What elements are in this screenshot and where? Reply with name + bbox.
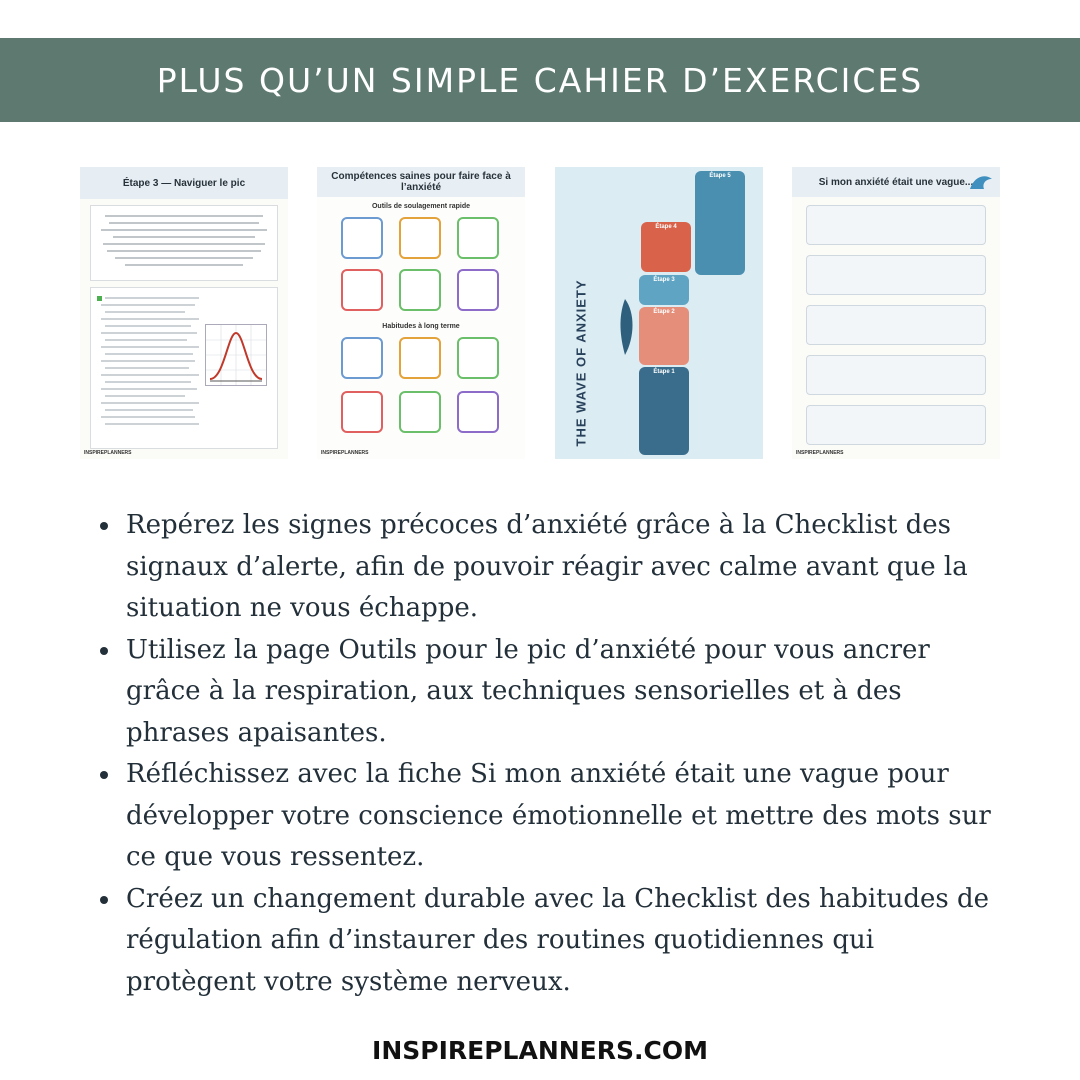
step-2-card: Étape 2 <box>639 307 689 365</box>
list-item: Créez un changement durable avec la Checklist des habitudes de régulation afin d’instaurer des routines quotidiennes qui protègent votre système nerveux. <box>92 879 1002 1004</box>
footer-url: INSPIREPLANNERS.COM <box>372 1036 708 1065</box>
text-lines-decoration <box>95 210 273 276</box>
question-box <box>806 355 986 395</box>
preview-brand: INSPIREPLANNERS <box>321 450 369 456</box>
bell-curve-graph <box>205 324 267 386</box>
tool-tile <box>457 269 499 311</box>
tool-tile <box>399 217 441 259</box>
preview-brand: INSPIREPLANNERS <box>84 450 132 456</box>
tool-tile <box>341 269 383 311</box>
tool-tile <box>399 269 441 311</box>
bullet-dot <box>100 896 108 904</box>
section-long-term-habits: Habitudes à long terme <box>382 323 460 330</box>
preview-page-wave-of-anxiety <box>555 167 763 459</box>
question-box <box>806 255 986 295</box>
step-3-card: Étape 3 <box>639 275 689 305</box>
step-1-card: Étape 1 <box>639 367 689 455</box>
tool-tile <box>341 217 383 259</box>
preview-page-title: Si mon anxiété était une vague... <box>818 176 974 188</box>
preview-page-coping-skills <box>317 167 525 459</box>
question-box <box>806 405 986 445</box>
wave-title: THE WAVE OF ANXIETY <box>573 279 589 447</box>
habit-tile <box>399 391 441 433</box>
preview-page-if-my-anxiety-were-a-wave <box>792 167 1000 459</box>
tool-tile <box>457 217 499 259</box>
step-5-card: Étape 5 <box>695 171 745 275</box>
habit-tile <box>341 337 383 379</box>
section-quick-tools: Outils de soulagement rapide <box>371 203 471 210</box>
dolphin-icon <box>610 297 640 357</box>
list-item: Utilisez la page Outils pour le pic d’anxiété pour vous ancrer grâce à la respiration, aux techniques sensorielles et à des phrases apaisantes. <box>92 630 1002 755</box>
preview-page-navigate-peak <box>80 167 288 459</box>
preview-page-title: Compétences saines pour faire face à l’anxiété <box>331 171 511 193</box>
header-banner <box>0 38 1080 122</box>
habit-tile <box>399 337 441 379</box>
banner-title: PLUS QU’UN SIMPLE CAHIER D’EXERCICES <box>156 60 924 100</box>
preview-brand: INSPIREPLANNERS <box>796 450 844 456</box>
preview-page-title: Étape 3 — Naviguer le pic <box>122 177 246 189</box>
habit-tile <box>341 391 383 433</box>
list-item: Repérez les signes précoces d’anxiété grâce à la Checklist des signaux d’alerte, afin de pouvoir réagir avec calme avant que la situation ne vous échappe. <box>92 505 1002 630</box>
bullet-dot <box>100 522 108 530</box>
checklist-box <box>90 287 278 449</box>
question-box <box>806 205 986 245</box>
bullet-dot <box>100 647 108 655</box>
list-item: Réfléchissez avec la fiche Si mon anxiété était une vague pour développer votre conscience émotionnelle et mettre des mots sur ce que vous ressentez. <box>92 754 1002 879</box>
wave-icon <box>968 171 994 193</box>
habit-tile <box>457 337 499 379</box>
habit-tile <box>457 391 499 433</box>
feature-list <box>92 505 1002 1003</box>
checklist-lines-decoration <box>95 292 205 442</box>
step-4-card: Étape 4 <box>641 222 691 272</box>
bullet-dot <box>100 771 108 779</box>
intro-text-box <box>90 205 278 281</box>
question-box <box>806 305 986 345</box>
